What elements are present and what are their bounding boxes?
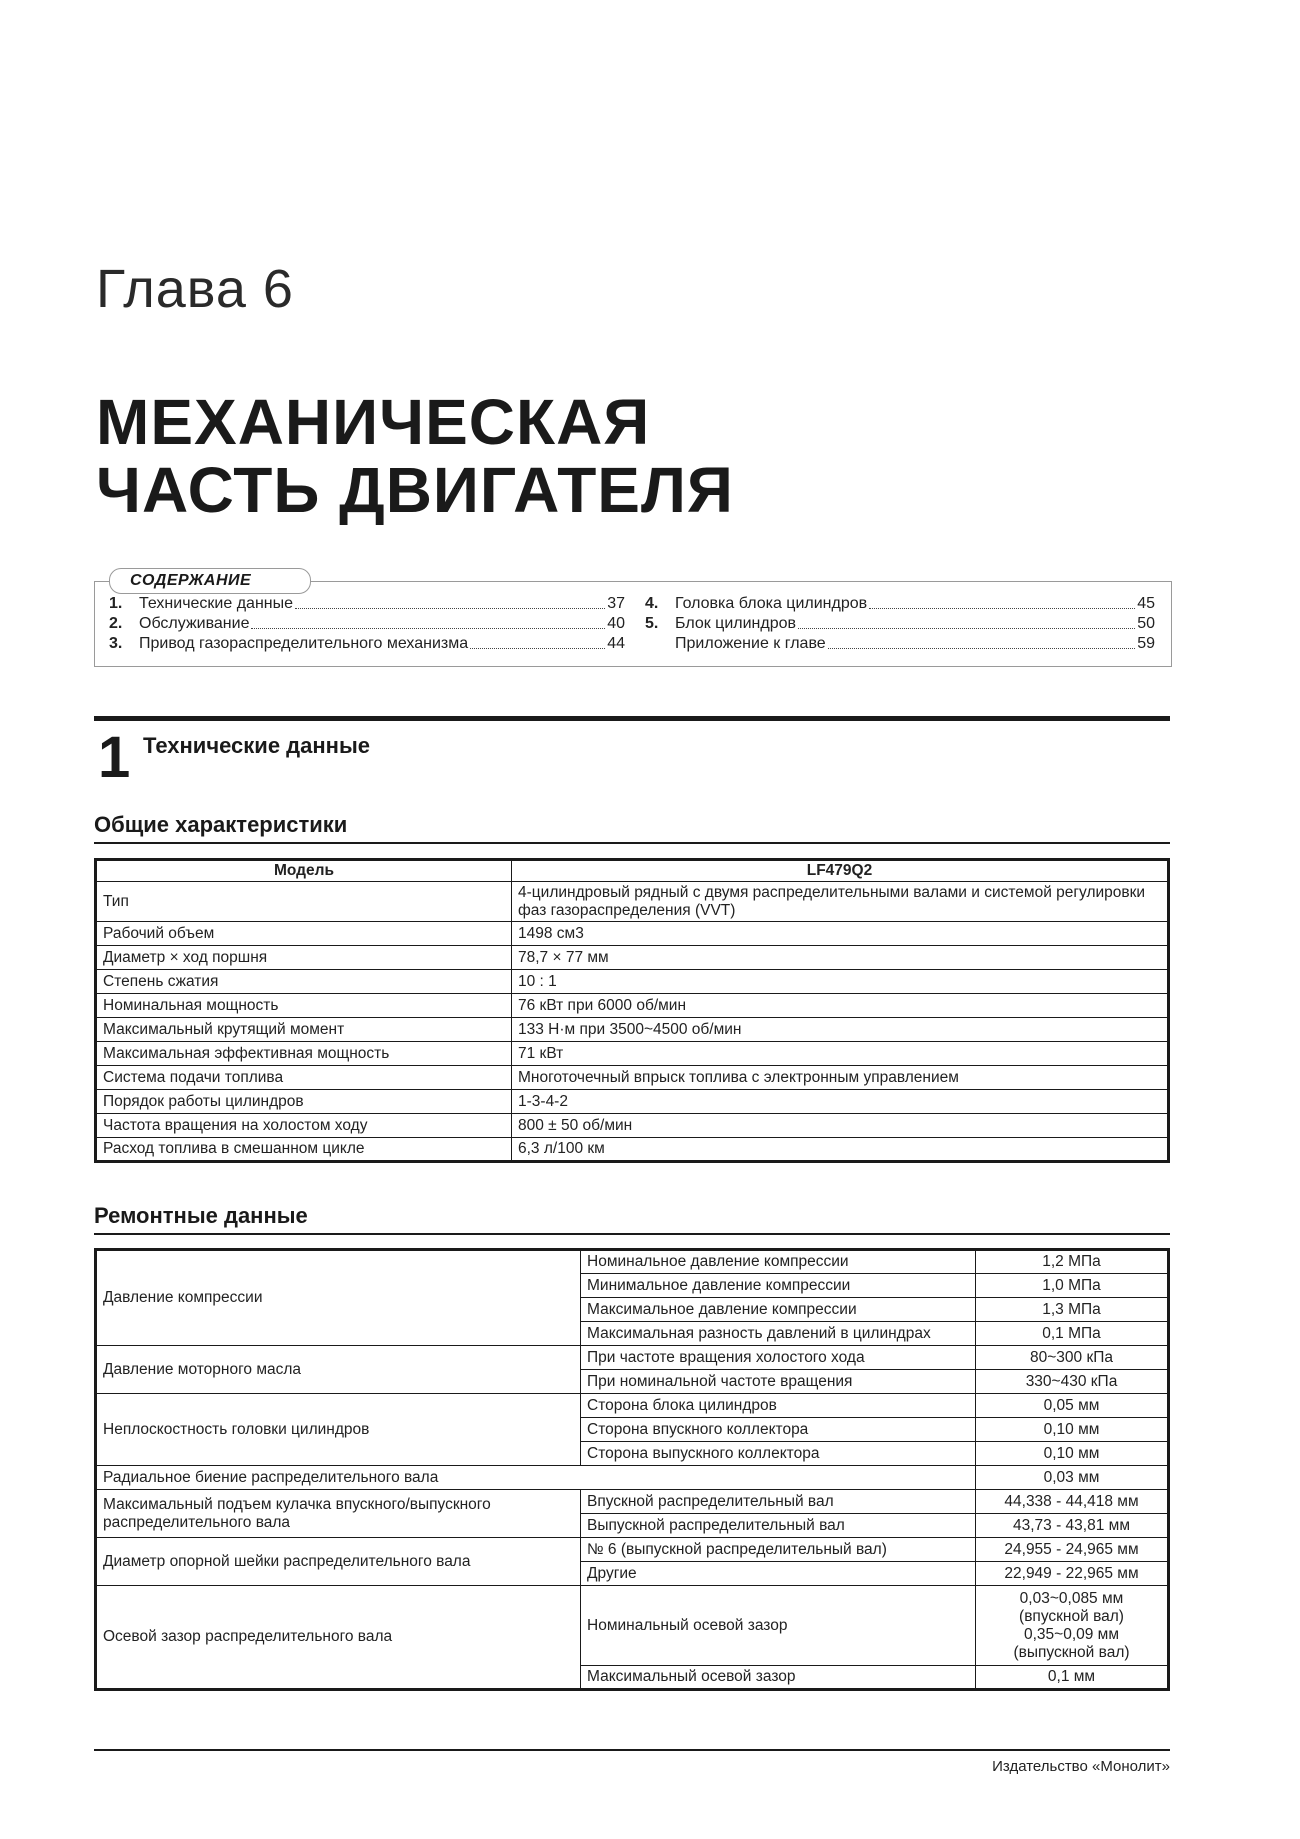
table-row bbox=[96, 1394, 1169, 1418]
param-name: Сторона впускного коллектора bbox=[581, 1418, 976, 1442]
param-name: При номинальной частоте вращения bbox=[581, 1370, 976, 1394]
contents-label: СОДЕРЖАНИЕ bbox=[109, 568, 311, 594]
spec-name: Порядок работы цилиндров bbox=[96, 1090, 512, 1114]
spec-name: Максимальная эффективная мощность bbox=[96, 1042, 512, 1066]
spec-name: Система подачи топлива bbox=[96, 1066, 512, 1090]
contents-item-number bbox=[645, 634, 675, 654]
param-name: Выпускной распределительный вал bbox=[581, 1514, 976, 1538]
param-value: 0,1 мм bbox=[976, 1666, 1169, 1690]
spec-value: Многоточечный впрыск топлива с электронным управлением bbox=[512, 1066, 1169, 1090]
param-value: 0,10 мм bbox=[976, 1442, 1169, 1466]
contents-item-title: Обслуживание bbox=[139, 615, 250, 632]
group-name: Давление компрессии bbox=[96, 1250, 581, 1346]
spec-value: 78,7 × 77 мм bbox=[512, 946, 1169, 970]
spec-name: Частота вращения на холостом ходу bbox=[96, 1114, 512, 1138]
value-line: 0,35~0,09 мм bbox=[1023, 1625, 1119, 1643]
table-row bbox=[96, 970, 1169, 994]
footer-divider bbox=[94, 1749, 1170, 1751]
param-value: 1,3 МПа bbox=[976, 1298, 1169, 1322]
param-name: Максимальный осевой зазор bbox=[581, 1666, 976, 1690]
contents-item[interactable] bbox=[645, 614, 1155, 634]
group-name: Неплоскостность головки цилиндров bbox=[96, 1394, 581, 1466]
spec-value: 800 ± 50 об/мин bbox=[512, 1114, 1169, 1138]
param-name: При частоте вращения холостого хода bbox=[581, 1346, 976, 1370]
param-name: Другие bbox=[581, 1562, 976, 1586]
chapter-label: Глава 6 bbox=[96, 259, 294, 319]
table-row bbox=[96, 1538, 1169, 1562]
param-name: № 6 (выпускной распределительный вал) bbox=[581, 1538, 976, 1562]
leader-dots bbox=[828, 634, 1136, 649]
spec-value: 76 кВт при 6000 об/мин bbox=[512, 994, 1169, 1018]
param-value: 24,955 - 24,965 мм bbox=[976, 1538, 1169, 1562]
table-row bbox=[96, 1346, 1169, 1370]
section-divider bbox=[94, 716, 1170, 721]
contents-item-number: 2. bbox=[109, 615, 123, 632]
contents-item-page: 40 bbox=[607, 615, 625, 632]
table-header-row bbox=[96, 860, 1169, 882]
group-name: Радиальное биение распределительного вала bbox=[96, 1466, 976, 1490]
contents-box bbox=[94, 572, 1172, 667]
param-value bbox=[976, 1586, 1169, 1666]
table-row bbox=[96, 1018, 1169, 1042]
contents-item-page: 50 bbox=[1137, 615, 1155, 632]
table-row bbox=[96, 946, 1169, 970]
leader-dots bbox=[470, 634, 605, 649]
param-value: 1,2 МПа bbox=[976, 1250, 1169, 1274]
param-value: 0,1 МПа bbox=[976, 1322, 1169, 1346]
spec-name: Степень сжатия bbox=[96, 970, 512, 994]
group-name: Максимальный подъем кулачка впускного/выпускного распределительного вала bbox=[96, 1490, 581, 1538]
param-name: Минимальное давление компрессии bbox=[581, 1274, 976, 1298]
general-heading: Общие характеристики bbox=[94, 812, 1170, 844]
repair-heading: Ремонтные данные bbox=[94, 1203, 1170, 1235]
spec-name: Рабочий объем bbox=[96, 922, 512, 946]
param-value: 0,05 мм bbox=[976, 1394, 1169, 1418]
table-row bbox=[96, 1490, 1169, 1514]
contents-item-title: Приложение к главе bbox=[675, 635, 826, 652]
publisher-footer: Издательство «Монолит» bbox=[992, 1758, 1170, 1775]
table-row bbox=[96, 1250, 1169, 1274]
group-name: Диаметр опорной шейки распределительного вала bbox=[96, 1538, 581, 1586]
spec-value: 71 кВт bbox=[512, 1042, 1169, 1066]
contents-item-page: 44 bbox=[607, 635, 625, 652]
contents-item-title: Технические данные bbox=[139, 595, 294, 612]
spec-name: Максимальный крутящий момент bbox=[96, 1018, 512, 1042]
table-row bbox=[96, 882, 1169, 922]
contents-column-left bbox=[109, 594, 625, 654]
page-title bbox=[96, 388, 734, 524]
param-value: 1,0 МПа bbox=[976, 1274, 1169, 1298]
table-row bbox=[96, 1066, 1169, 1090]
contents-item-title: Привод газораспределительного механизма bbox=[139, 635, 469, 652]
spec-value: 1498 см3 bbox=[512, 922, 1169, 946]
contents-item-page: 37 bbox=[607, 595, 625, 612]
value-line: (выпускной вал) bbox=[1013, 1643, 1130, 1661]
param-name: Впускной распределительный вал bbox=[581, 1490, 976, 1514]
param-value: 0,10 мм bbox=[976, 1418, 1169, 1442]
leader-dots bbox=[798, 614, 1135, 629]
value-line: (впускной вал) bbox=[1019, 1607, 1124, 1625]
contents-item-title: Блок цилиндров bbox=[675, 615, 797, 632]
contents-item[interactable] bbox=[645, 594, 1155, 614]
spec-value: 6,3 л/100 км bbox=[512, 1138, 1169, 1162]
column-header: Модель bbox=[96, 860, 512, 882]
group-name: Осевой зазор распределительного вала bbox=[96, 1586, 581, 1690]
repair-data-table bbox=[94, 1248, 1170, 1691]
group-name: Давление моторного масла bbox=[96, 1346, 581, 1394]
param-value: 0,03 мм bbox=[976, 1466, 1169, 1490]
section-title: Технические данные bbox=[143, 733, 370, 758]
contents-column-right bbox=[645, 594, 1155, 654]
value-line: 0,03~0,085 мм bbox=[1019, 1589, 1124, 1607]
spec-value: 1-3-4-2 bbox=[512, 1090, 1169, 1114]
table-row bbox=[96, 1466, 1169, 1490]
leader-dots bbox=[295, 594, 605, 609]
param-value: 22,949 - 22,965 мм bbox=[976, 1562, 1169, 1586]
general-specs-table bbox=[94, 858, 1170, 1163]
spec-value: 4-цилиндровый рядный с двумя распределительными валами и системой регулировки фаз газораспределения (VVT) bbox=[512, 882, 1169, 922]
table-row bbox=[96, 1042, 1169, 1066]
contents-item-number: 3. bbox=[109, 635, 123, 652]
contents-item-number: 1. bbox=[109, 595, 123, 612]
title-line-2: ЧАСТЬ ДВИГАТЕЛЯ bbox=[96, 454, 734, 526]
column-header: LF479Q2 bbox=[512, 860, 1169, 882]
leader-dots bbox=[869, 594, 1135, 609]
spec-name: Номинальная мощность bbox=[96, 994, 512, 1018]
contents-item[interactable] bbox=[109, 594, 625, 614]
contents-item-number: 4. bbox=[645, 595, 659, 612]
section-number: 1 bbox=[98, 725, 131, 790]
param-value: 43,73 - 43,81 мм bbox=[976, 1514, 1169, 1538]
table-row bbox=[96, 994, 1169, 1018]
contents-item-page: 59 bbox=[1137, 635, 1155, 652]
param-value: 330~430 кПа bbox=[976, 1370, 1169, 1394]
param-name: Сторона блока цилиндров bbox=[581, 1394, 976, 1418]
spec-name: Диаметр × ход поршня bbox=[96, 946, 512, 970]
contents-item-number: 5. bbox=[645, 615, 659, 632]
table-row bbox=[96, 1090, 1169, 1114]
param-value: 80~300 кПа bbox=[976, 1346, 1169, 1370]
contents-item-title: Головка блока цилиндров bbox=[675, 595, 868, 612]
param-name: Номинальный осевой зазор bbox=[581, 1586, 976, 1666]
leader-dots bbox=[251, 614, 605, 629]
table-row bbox=[96, 922, 1169, 946]
spec-value: 10 : 1 bbox=[512, 970, 1169, 994]
contents-item[interactable] bbox=[109, 614, 625, 634]
spec-name: Расход топлива в смешанном цикле bbox=[96, 1138, 512, 1162]
contents-item[interactable] bbox=[109, 634, 625, 654]
spec-name: Тип bbox=[96, 882, 512, 922]
contents-item-page: 45 bbox=[1137, 595, 1155, 612]
table-row bbox=[96, 1586, 1169, 1666]
param-name: Максимальная разность давлений в цилиндрах bbox=[581, 1322, 976, 1346]
spec-value: 133 Н·м при 3500~4500 об/мин bbox=[512, 1018, 1169, 1042]
param-name: Максимальное давление компрессии bbox=[581, 1298, 976, 1322]
param-value: 44,338 - 44,418 мм bbox=[976, 1490, 1169, 1514]
table-row bbox=[96, 1114, 1169, 1138]
param-name: Сторона выпускного коллектора bbox=[581, 1442, 976, 1466]
contents-item[interactable] bbox=[645, 634, 1155, 654]
table-row bbox=[96, 1138, 1169, 1162]
param-name: Номинальное давление компрессии bbox=[581, 1250, 976, 1274]
title-line-1: МЕХАНИЧЕСКАЯ bbox=[96, 386, 651, 458]
